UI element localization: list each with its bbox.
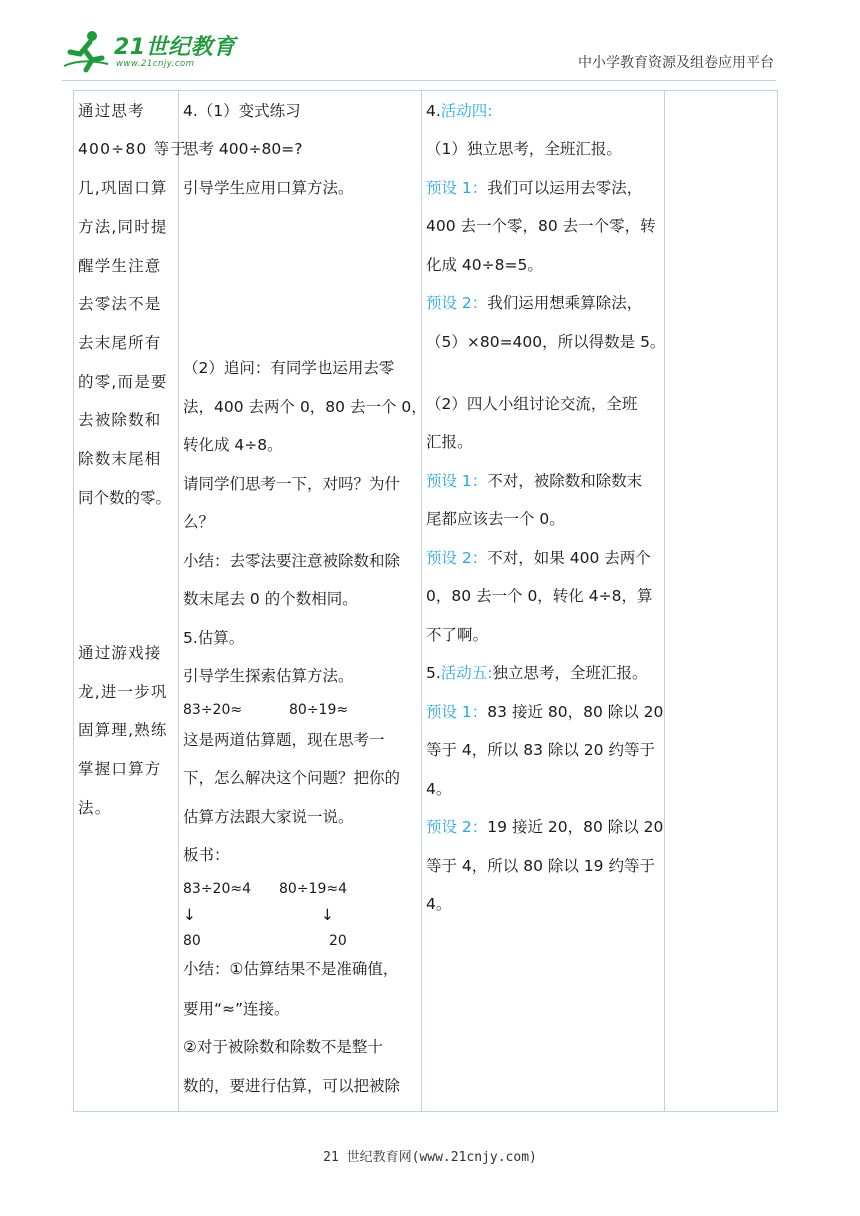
teacher-line: 转化成 4÷8。 (183, 436, 283, 454)
estimate-expr-1: 83÷20≈ (183, 702, 243, 718)
board-expr-2: 80÷19≈4 (279, 881, 347, 897)
notes-column (665, 91, 778, 1112)
teacher-line: 思考 400÷80=? (183, 140, 303, 158)
intent-line: 通过游戏接 (78, 644, 162, 662)
student-line: 预设 2：我们运用想乘算除法， (426, 294, 643, 312)
teacher-line: 小结：去零法要注意被除数和除 (183, 552, 401, 570)
student-line: 5.活动五:独立思考，全班汇报。 (426, 664, 648, 682)
intent-line: 固算理,熟练 (78, 721, 168, 739)
intent-line: 通过思考 (78, 102, 145, 120)
teacher-line: 引导学生探索估算方法。 (183, 667, 354, 685)
board-value-1: 80 (183, 933, 201, 949)
teacher-line: 这是两道估算题，现在思考一 (183, 731, 385, 749)
student-line: 化成 40÷8=5。 (426, 256, 543, 274)
intent-line: 400÷80 等于 (78, 140, 188, 158)
page-footer[interactable]: 21 世纪教育网(www.21cnjy.com) (323, 1150, 537, 1165)
student-line: 预设 1：不对，被除数和除数末 (426, 472, 643, 490)
intent-line: 同个数的零。 (78, 489, 172, 507)
student-line: 4。 (426, 895, 452, 913)
intent-line: 除数末尾相 (78, 450, 162, 468)
board-expr-1: 83÷20≈4 (183, 881, 251, 897)
intent-line: 几,巩固口算 (78, 179, 168, 197)
student-line: 4.活动四: (426, 102, 493, 120)
board-value-2: 20 (329, 933, 347, 949)
runner-logo-icon (62, 28, 112, 74)
student-line: （2）四人小组讨论交流，全班 (426, 395, 638, 413)
teacher-line: 下，怎么解决这个问题？把你的 (183, 769, 401, 787)
student-line: 400 去一个零，80 去一个零，转 (426, 217, 656, 235)
teacher-line: 5.估算。 (183, 629, 245, 647)
intent-line: 去零法不是 (78, 295, 162, 313)
student-line: 4。 (426, 780, 452, 798)
intent-line: 法。 (78, 799, 112, 817)
teacher-line: （2）追问：有同学也运用去零 (183, 359, 395, 377)
student-line: 等于 4，所以 80 除以 19 约等于 (426, 857, 655, 875)
student-line: 不了啊。 (426, 626, 489, 644)
student-line: （1）独立思考，全班汇报。 (426, 140, 622, 158)
teacher-line: 4.（1）变式练习 (183, 102, 301, 120)
logo-main-text: 21世纪教育 (114, 35, 236, 60)
teacher-line: 要用“≈”连接。 (183, 1000, 290, 1018)
student-line: 汇报。 (426, 433, 473, 451)
teacher-activity-column (179, 91, 427, 1112)
header-divider (62, 80, 776, 81)
student-line: 预设 1：我们可以运用去零法， (426, 179, 643, 197)
intent-line: 方法,同时提 (78, 218, 168, 236)
board-label: 板书： (183, 846, 230, 864)
student-line: 0，80 去一个 0，转化 4÷8，算 (426, 587, 653, 605)
student-line: （5）×80=400，所以得数是 5。 (426, 333, 666, 351)
teacher-line: 数末尾去 0 的个数相同。 (183, 590, 358, 608)
intent-line: 的零,而是要 (78, 373, 168, 391)
teacher-line: 请同学们思考一下，对吗？为什 (183, 475, 401, 493)
intent-line: 去末尾所有 (78, 334, 162, 352)
platform-name: 中小学教育资源及组卷应用平台 (578, 55, 774, 71)
down-arrow-icon: ↓ (183, 906, 196, 924)
teacher-line: 法，400 去两个 0，80 去一个 0， (183, 398, 427, 416)
student-line: 等于 4，所以 83 除以 20 约等于 (426, 741, 655, 759)
student-line: 预设 2：19 接近 20，80 除以 20 (426, 818, 664, 836)
intent-line: 掌握口算方 (78, 760, 162, 778)
lesson-table (73, 90, 778, 1112)
student-line: 预设 2：不对，如果 400 去两个 (426, 549, 651, 567)
teacher-line: ②对于被除数和除数不是整十 (183, 1038, 383, 1056)
site-logo[interactable] (62, 28, 237, 76)
intent-line: 去被除数和 (78, 411, 162, 429)
estimate-expr-2: 80÷19≈ (289, 702, 349, 718)
design-intent-column (74, 91, 188, 1112)
teacher-line: 么？ (183, 513, 215, 531)
teacher-line: 估算方法跟大家说一说。 (183, 808, 354, 826)
student-line: 预设 1：83 接近 80，80 除以 20 (426, 703, 664, 721)
student-line: 尾都应该去一个 0。 (426, 510, 565, 528)
intent-line: 龙,进一步巩 (78, 683, 168, 701)
teacher-line: 数的，要进行估算，可以把被除 (183, 1077, 401, 1095)
teacher-line: 引导学生应用口算方法。 (183, 179, 354, 197)
intent-line: 醒学生注意 (78, 257, 162, 275)
teacher-line: 小结：①估算结果不是准确值， (183, 960, 399, 978)
down-arrow-icon: ↓ (321, 906, 334, 924)
page-header (0, 0, 860, 90)
logo-sub-text: www.21cnjy.com (116, 59, 195, 69)
student-activity-column (422, 91, 665, 1112)
